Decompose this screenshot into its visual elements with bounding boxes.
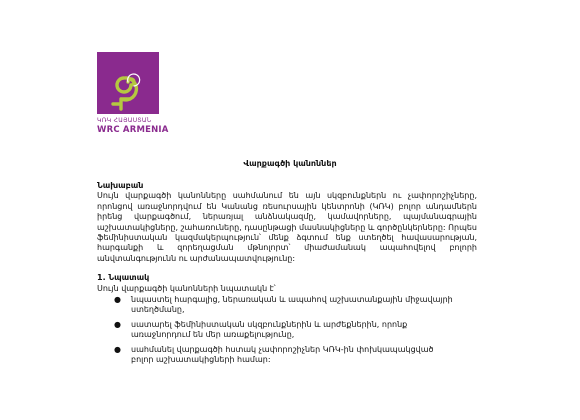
bullet-icon: ● [114,295,121,305]
list-item-text: սատարել ֆեմինիստական սկզբունքներին և արժեքներին, որոնք առաջնորդում են մեր առաքելությունը, [131,319,408,340]
bullet-icon: ● [114,319,121,329]
spiral-logo-icon [97,52,159,114]
list-item-text: նպաստել հարգալից, ներառական և ապահով աշխատանքային միջավայրի ստեղծմանը, [131,295,453,315]
section-heading: 1. Նպատակ [97,273,150,283]
section-purpose [97,273,477,365]
section-paragraph: Սույն վարքագծի կանոնների նպատակն է՝ [97,283,276,293]
section-heading: Նախաբան [97,181,144,190]
bullet-icon: ● [114,344,121,354]
document-body [97,181,477,370]
wrc-armenia-logo [97,52,169,135]
section-paragraph: Սույն վարքագծի կանոնները սահմանում են այն սկզբունքներն ու չափորոշիչները, որոնցով առաջնորդվում են Կանանց ռեսուրսային կենտրոնի (ԿՌԿ) բոլոր անդամներն իրենց վարքագծում, ներառյալ անձնակազմը, կամավորները, պայմանագրային աշխատակիցները, շահառուները, դասընթացի մասնակիցները և գործընկերները: Որպես ֆեմինիստական կազմակերպություն՝ մենք ձգտում ենք ստեղծել հավասարության, հարգանքի և զորեղացման մթնոլորտ՝ միաժամանակ ապահովելով բոլորի անվտանգությունն ու արժանապատվությունը: [97,191,477,263]
document-title: Վարքագծի կանոններ [243,159,337,168]
section-preface [97,181,477,264]
list-item-text: սահմանել վարքագծի հստակ չափորոշիչներ ԿՌԿ-ին փոխկապակցված բոլոր աշխատակիցների համար: [131,344,434,365]
list-item [97,320,477,341]
list-item [97,345,477,366]
logo-subtitle: ԿՌԿ ՀԱՅԱՍՏԱՆ [97,117,152,124]
logo-organization-name: WRC ARMENIA [97,125,169,135]
purpose-list [97,295,477,365]
list-item [97,295,477,316]
